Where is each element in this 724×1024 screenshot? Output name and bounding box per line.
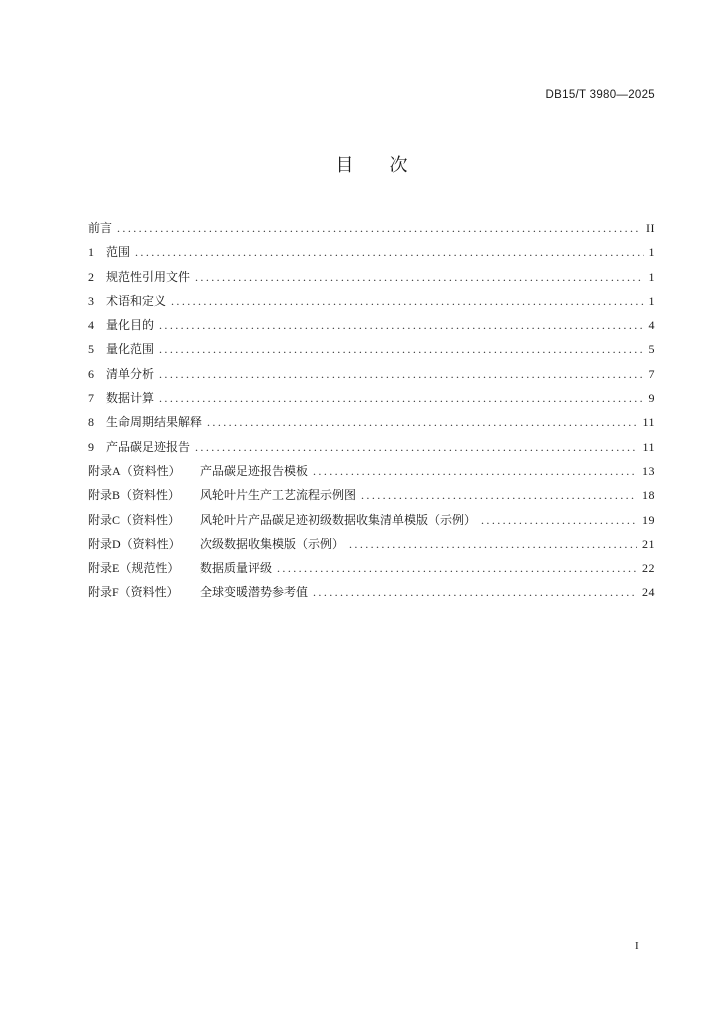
page-number: I bbox=[635, 940, 639, 952]
toc-entry-title: 量化范围 bbox=[106, 342, 155, 357]
toc-entry-title: 数据计算 bbox=[106, 391, 155, 406]
toc-entry-page: 1 bbox=[648, 269, 655, 284]
dot-leader bbox=[171, 289, 643, 313]
toc-entry-title: 风轮叶片产品碳足迹初级数据收集清单模版（示例） bbox=[200, 512, 477, 527]
dot-leader bbox=[195, 265, 643, 289]
toc-entry-annex-a[interactable] bbox=[88, 459, 655, 483]
toc-entry-terms-definitions[interactable] bbox=[88, 289, 655, 313]
dot-leader bbox=[135, 240, 643, 264]
dot-leader bbox=[207, 410, 637, 434]
toc-entry-title: 前言 bbox=[88, 221, 113, 235]
toc-entry-lifecycle-interpretation[interactable] bbox=[88, 410, 655, 434]
dot-leader bbox=[361, 483, 637, 507]
toc-annex-label: 附录A（资料性） bbox=[88, 463, 181, 478]
dot-leader bbox=[159, 386, 643, 410]
dot-leader bbox=[313, 459, 637, 483]
toc-entry-carbon-footprint-report[interactable] bbox=[88, 435, 655, 459]
toc-entry-title: 产品碳足迹报告模板 bbox=[200, 463, 309, 478]
toc-entry-number: 3 bbox=[88, 293, 94, 308]
toc-entry-page: II bbox=[646, 221, 655, 235]
dot-leader bbox=[159, 362, 643, 386]
toc-entry-title: 规范性引用文件 bbox=[106, 269, 191, 284]
toc-annex-label: 附录C（资料性） bbox=[88, 512, 181, 527]
toc-entry-page: 18 bbox=[642, 488, 655, 503]
toc-entry-page: 1 bbox=[648, 245, 655, 260]
toc-annex-label: 附录B（资料性） bbox=[88, 488, 181, 503]
toc-entry-inventory-analysis[interactable] bbox=[88, 362, 655, 386]
toc-entry-annex-c[interactable] bbox=[88, 508, 655, 532]
toc-entry-page: 1 bbox=[648, 293, 655, 308]
toc-annex-label: 附录D（资料性） bbox=[88, 536, 181, 551]
table-of-contents bbox=[88, 216, 655, 605]
toc-entry-page: 13 bbox=[642, 463, 655, 478]
toc-entry-title: 清单分析 bbox=[106, 366, 155, 381]
toc-entry-title: 次级数据收集模版（示例） bbox=[200, 536, 345, 551]
toc-entry-annex-e[interactable] bbox=[88, 556, 655, 580]
toc-annex-label: 附录E（规范性） bbox=[88, 561, 180, 576]
toc-entry-quantification-scope[interactable] bbox=[88, 337, 655, 361]
toc-entry-data-calculation[interactable] bbox=[88, 386, 655, 410]
toc-entry-number: 1 bbox=[88, 245, 94, 260]
toc-annex-label: 附录F（资料性） bbox=[88, 585, 179, 600]
toc-entry-title: 术语和定义 bbox=[106, 293, 167, 308]
toc-entry-page: 4 bbox=[648, 318, 655, 333]
toc-entry-page: 11 bbox=[642, 415, 655, 430]
toc-entry-number: 9 bbox=[88, 439, 94, 454]
dot-leader bbox=[349, 532, 637, 556]
toc-entry-title: 风轮叶片生产工艺流程示例图 bbox=[200, 488, 357, 503]
toc-entry-annex-b[interactable] bbox=[88, 483, 655, 507]
toc-entry-title: 全球变暖潜势参考值 bbox=[200, 585, 309, 600]
toc-entry-number: 6 bbox=[88, 366, 94, 381]
dot-leader bbox=[481, 508, 637, 532]
toc-entry-page: 22 bbox=[642, 561, 655, 576]
dot-leader bbox=[313, 580, 637, 604]
dot-leader bbox=[277, 556, 637, 580]
toc-entry-title: 产品碳足迹报告 bbox=[106, 439, 191, 454]
toc-entry-page: 11 bbox=[642, 439, 655, 454]
toc-entry-page: 5 bbox=[648, 342, 655, 357]
toc-entry-page: 19 bbox=[642, 512, 655, 527]
toc-entry-normative-references[interactable] bbox=[88, 265, 655, 289]
toc-entry-page: 9 bbox=[648, 391, 655, 406]
toc-entry-title: 量化目的 bbox=[106, 318, 155, 333]
dot-leader bbox=[117, 216, 641, 240]
toc-entry-annex-d[interactable] bbox=[88, 532, 655, 556]
toc-entry-number: 7 bbox=[88, 391, 94, 406]
toc-entry-number: 4 bbox=[88, 318, 94, 333]
toc-entry-foreword[interactable] bbox=[88, 216, 655, 240]
dot-leader bbox=[159, 337, 643, 361]
toc-entry-number: 5 bbox=[88, 342, 94, 357]
dot-leader bbox=[195, 435, 637, 459]
standard-code: DB15/T 3980—2025 bbox=[545, 89, 655, 101]
toc-entry-title: 范围 bbox=[106, 245, 131, 260]
toc-entry-title: 生命周期结果解释 bbox=[106, 415, 203, 430]
toc-entry-number: 2 bbox=[88, 269, 94, 284]
toc-title: 目 次 bbox=[335, 155, 408, 176]
toc-entry-number: 8 bbox=[88, 415, 94, 430]
dot-leader bbox=[159, 313, 643, 337]
toc-entry-page: 24 bbox=[642, 585, 655, 600]
toc-entry-page: 21 bbox=[642, 536, 655, 551]
toc-entry-scope[interactable] bbox=[88, 240, 655, 264]
toc-entry-quantification-purpose[interactable] bbox=[88, 313, 655, 337]
toc-entry-page: 7 bbox=[648, 366, 655, 381]
toc-entry-annex-f[interactable] bbox=[88, 580, 655, 604]
toc-entry-title: 数据质量评级 bbox=[200, 561, 273, 576]
